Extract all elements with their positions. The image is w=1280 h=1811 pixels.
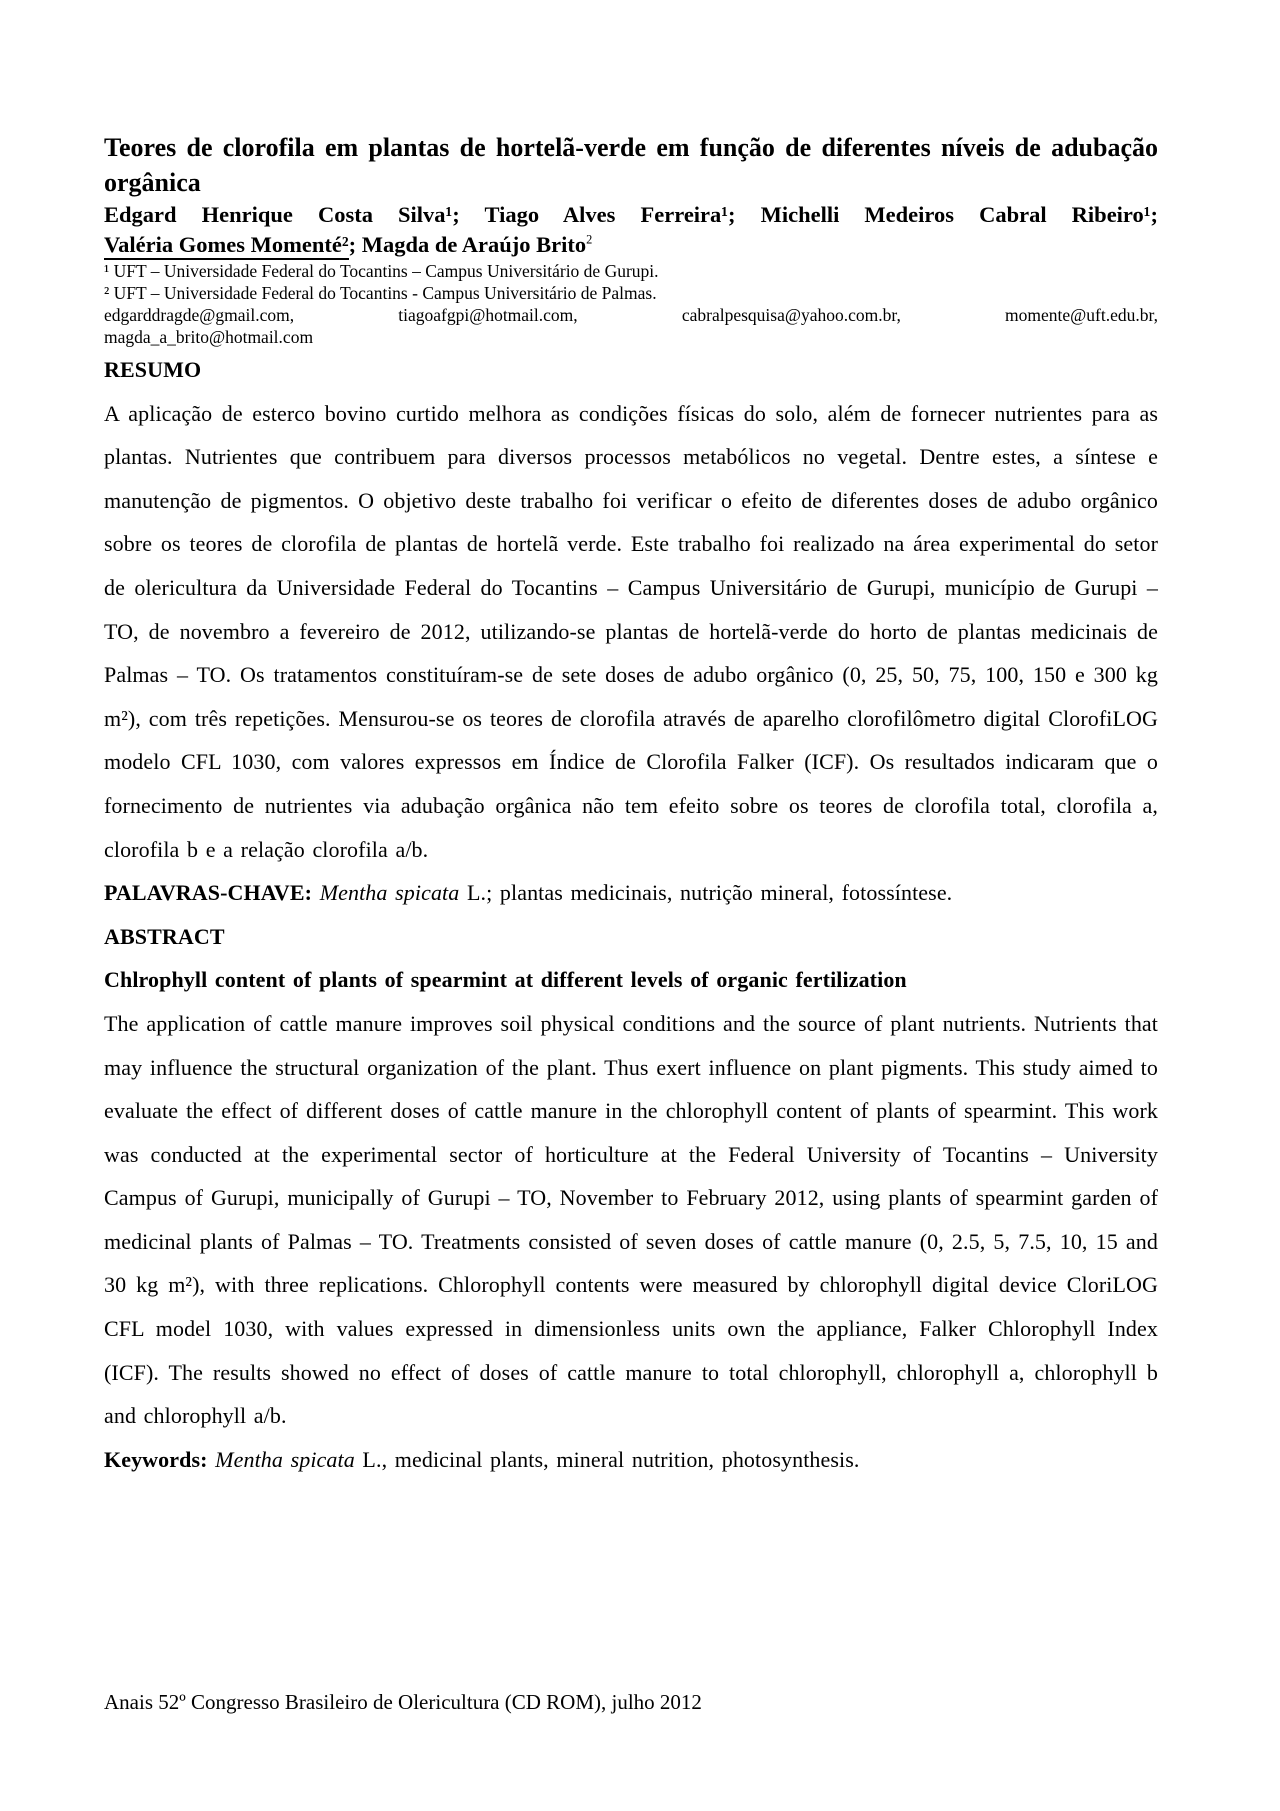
affiliation-2: ² UFT – Universidade Federal do Tocantins - Campus Universitário de Palmas. xyxy=(104,283,657,303)
footer-citation: Anais 52º Congresso Brasileiro de Olericultura (CD ROM), julho 2012 xyxy=(104,1690,702,1714)
author-list xyxy=(104,200,1158,260)
palavras-species-name: Mentha spicata xyxy=(319,880,460,906)
resumo-paragraph: A aplicação de esterco bovino curtido melhora as condições físicas do solo, além de fornecer nutrientes para as plantas. Nutrientes que contribuem para diversos processos metabólicos no vegetal. Dentre estes, a síntese e manutenção de pigmentos. O objetivo deste trabalho foi verificar o efeito de diferentes doses de adubo orgânico sobre os teores de clorofila de plantas de hortelã verde. Este trabalho foi realizado na área experimental do setor de olericultura da Universidade Federal do Tocantins – Campus Universitário de Gurupi, município de Gurupi – TO, de novembro a fevereiro de 2012, utilizando-se plantas de hortelã-verde do horto de plantas medicinais de Palmas – TO. Os tratamentos constituíram-se de sete doses de adubo orgânico (0, 25, 50, 75, 100, 150 e 300 kg m²), com três repetições. Mensurou-se os teores de clorofila através de aparelho clorofilômetro digital ClorofiLOG modelo CFL 1030, com valores expressos em Índice de Clorofila Falker (ICF). Os resultados indicaram que o fornecimento de nutrientes via adubação orgânica não tem efeito sobre os teores de clorofila total, clorofila a, clorofila b e a relação clorofila a/b. xyxy=(104,400,1158,862)
palavras-chave-line xyxy=(104,871,1158,915)
abstract-paragraph: The application of cattle manure improves soil physical conditions and the source of plant nutrients. Nutrients that may influence the structural organization of the plant. Thus exert influence on plant pigments. This study aimed to evaluate the effect of different doses of cattle manure in the chlorophyll content of plants of spearmint. This work was conducted at the experimental sector of horticulture at the Federal University of Tocantins – University Campus of Gurupi, municipally of Gurupi – TO, November to February 2012, using plants of spearmint garden of medicinal plants of Palmas – TO. Treatments consisted of seven doses of cattle manure (0, 2.5, 5, 7.5, 10, 15 and 30 kg m²), with three replications. Chlorophyll contents were measured by chlorophyll digital device CloriLOG CFL model 1030, with values expressed in dimensionless units own the appliance, Falker Chlorophyll Index (ICF). The results showed no effect of doses of cattle manure to total chlorophyll, chlorophyll a, chlorophyll b and chlorophyll a/b. xyxy=(104,1010,1158,1429)
palavras-chave-rest: L.; plantas medicinais, nutrição mineral, fotossíntese. xyxy=(459,880,953,906)
keywords-rest: L., medicinal plants, mineral nutrition, photosynthesis. xyxy=(354,1446,860,1472)
author-superscript: 2 xyxy=(586,232,593,247)
author-underlined: Valéria Gomes Momenté² xyxy=(104,232,349,260)
palavras-chave-label: PALAVRAS-CHAVE: xyxy=(104,880,313,906)
email-line-2: magda_a_brito@hotmail.com xyxy=(104,327,314,347)
keywords-species-name: Mentha spicata xyxy=(215,1446,355,1472)
author-line-1: Edgard Henrique Costa Silva¹; Tiago Alves Ferreira¹; Michelli Medeiros Cabral Ribeiro¹; xyxy=(104,202,1158,227)
email-line-1: edgarddragde@gmail.com, tiagoafgpi@hotmail.com, cabralpesquisa@yahoo.com.br, momente@uft.edu.br, xyxy=(104,305,1158,325)
author-emails xyxy=(104,304,1158,348)
affiliations xyxy=(104,260,1158,304)
affiliation-1: ¹ UFT – Universidade Federal do Tocantins – Campus Universitário de Gurupi. xyxy=(104,261,659,281)
keywords-line xyxy=(104,1438,1158,1482)
paper-body xyxy=(104,348,1158,1481)
keywords-label: Keywords: xyxy=(104,1446,208,1472)
paper-title: Teores de clorofila em plantas de hortelã-verde em função de diferentes níveis de adubação orgânica xyxy=(104,133,1158,197)
abstract-title: Chlrophyll content of plants of spearmint at different levels of organic fertilization xyxy=(104,967,907,993)
author-line-2-rest: ; Magda de Araújo Brito xyxy=(348,232,587,257)
abstract-heading: ABSTRACT xyxy=(104,923,225,949)
paper-content xyxy=(104,130,1158,1481)
resumo-heading: RESUMO xyxy=(104,357,202,382)
author-line-2 xyxy=(104,230,1158,260)
